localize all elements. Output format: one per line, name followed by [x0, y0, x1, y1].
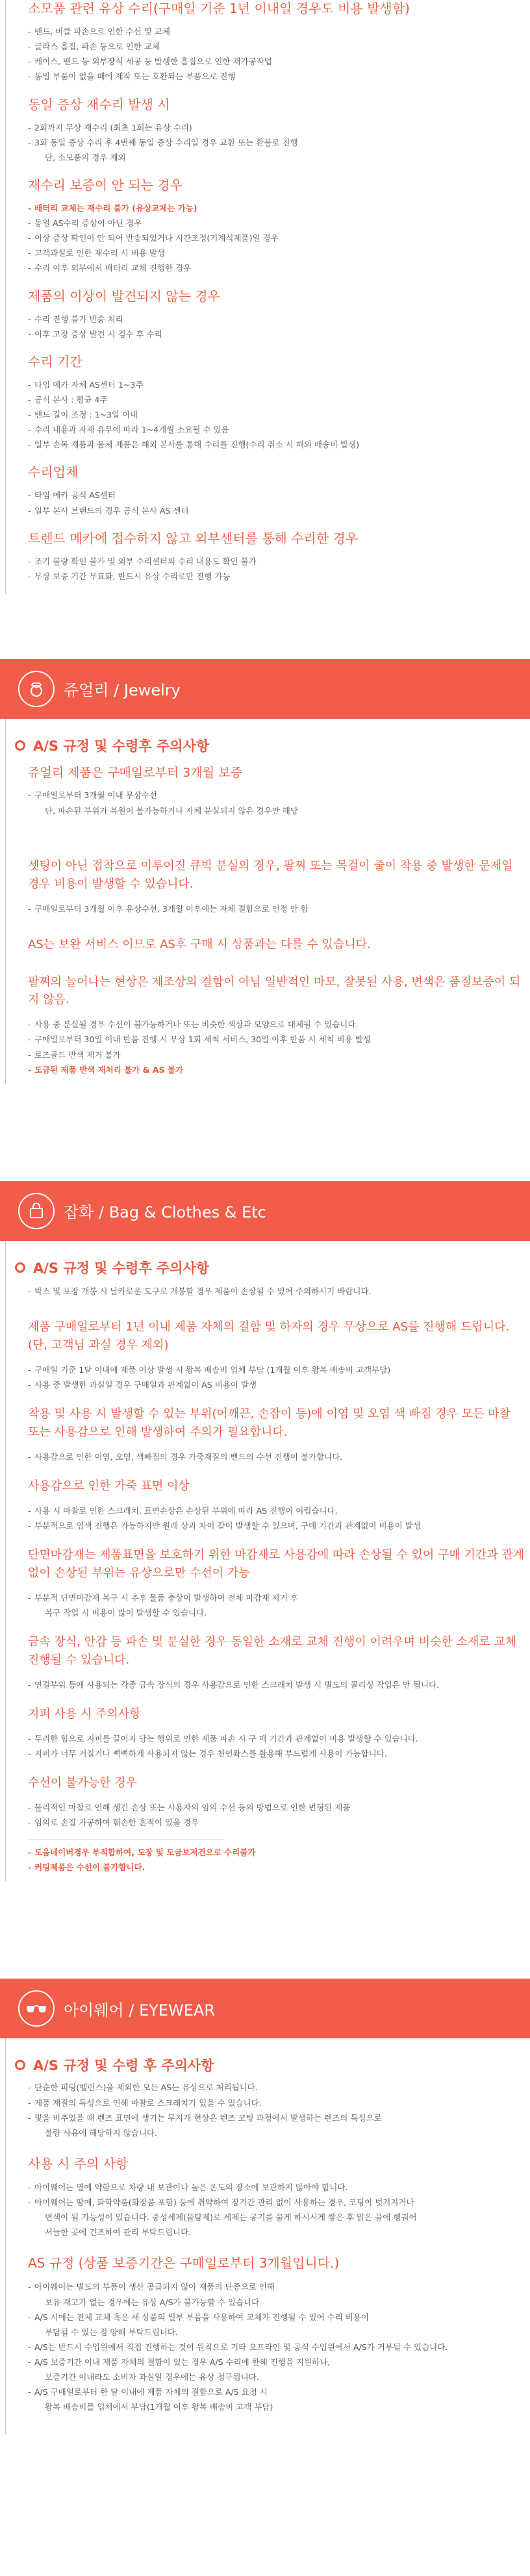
list-item: 단, 소모품의 경우 제외 — [45, 152, 126, 162]
list-item: - A/S 구매일로부터 한 달 이내에 제품 자체의 결함으로 A/S 요청 시 — [28, 2384, 525, 2399]
list-item: - 구매일 기준 1달 이내에 제품 이상 발생 시 왕복 배송비 업체 부담 (1개월 이후 왕복 배송비 고객부담) — [28, 1362, 525, 1377]
jewelry-as-rules — [5, 719, 525, 1084]
list-external-repair — [28, 554, 525, 594]
heading-bag-leather: 사용감으로 인한 가죽 표면 이상 — [28, 1479, 190, 1493]
list-item: 변색이 될 가능성이 있습니다. 중성세제(물탐제)로 세제는 공기를 물게 하시시게 쌓은 후 맑은 물에 행궈어 — [45, 2212, 417, 2223]
heading-bag-warranty: 제품 구매일로부터 1년 이내 제품 자체의 결함 및 하자의 경우 무상으로 AS를 진행해 드립니다. (단, 고객님 과실 경우 제외) — [28, 1319, 510, 1352]
heading-eyewear-caution: 사용 시 주의 사항 — [28, 2155, 129, 2171]
list-item: - 타임 메카 공식 AS센터 — [28, 488, 525, 503]
list-bag-warranty — [28, 1362, 525, 1392]
list-bag-not-repairable — [28, 1800, 525, 1830]
list-bag-leather — [28, 1503, 525, 1533]
heading-repair-period: 수리 기간 — [28, 353, 82, 369]
section-header-jewelry — [0, 659, 530, 719]
list-item: - 무리한 힘으로 지퍼를 끌어지 당는 행위로 인한 제품 파손 시 구 매 기간과 관계없이 비용 발생할 수 있습니다. — [28, 1731, 525, 1746]
list-item: - 구매일로부터 3개월 이후 유상수선, 3개월 이후에는 자체 결함으로 인정 안 함 — [28, 901, 525, 916]
section-title-eyewear: 아이웨어 / EYEWEAR — [64, 2001, 216, 2020]
circle-bullet-icon — [15, 1262, 25, 1273]
heading-bag-edge: 단면마감재는 제품표면을 보호하기 위한 마감재로 사용감에 따라 손상될 수 있어 구매 기간과 관계없이 손상된 부위는 유상으로만 수선이 가능 — [28, 1548, 525, 1580]
list-item: - 글라스 흠집, 파손 등으로 인한 교체 — [28, 39, 525, 54]
rule-title-text: A/S 규정 및 수령 후 주의사항 — [33, 2058, 214, 2074]
circle-bullet-icon — [15, 2060, 25, 2070]
heading-no-defect: 제품의 이상이 발견되지 않는 경우 — [28, 288, 220, 304]
list-item: 왕복 배송비를 업체에서 부담(1개월 이후 왕복 배송비 고객 부담) — [45, 2402, 273, 2412]
rule-title-eyewear — [15, 2055, 525, 2075]
rule-title-jewelry — [15, 736, 525, 755]
list-item: - 사용 시 마찰로 인한 스크래치, 표면손상은 손상된 부위에 따라 AS 진행이 어렵습니다. — [28, 1503, 525, 1518]
list-item-warning: - 도움네이버경우 부적합하여, 도장 및 도금보저건으로 수리불가 — [28, 1845, 525, 1860]
heading-jewelry-bracelet: 팔찌의 늘어나는 현상은 제조상의 결함이 아님 일반적인 마모, 잘못된 사용, 변색은 품질보증이 되지 않음. — [28, 975, 521, 1007]
list-item: - A/S는 반드시 수입원에서 직접 진행하는 것이 원칙으로 기타 오프라인 및 공식 수입원에서 A/S가 거부될 수 있습니다. — [28, 2340, 525, 2355]
list-item: - 빛을 비추었을 때 렌즈 표면에 생기는 무지개 현상은 렌즈 코팅 과정에서 발생하는 렌즈의 특성으로 — [28, 2110, 525, 2125]
list-item: 서늘한 곳에 건조하여 관리 부탁드립니다. — [45, 2227, 192, 2238]
list-item: - 밴드 길이 조정 : 1~3일 이내 — [28, 407, 525, 422]
heading-bag-not-repairable: 수선이 불가능한 경우 — [28, 1776, 137, 1790]
list-item: - 고객과실로 인한 재수리 시 비용 발생 — [28, 245, 525, 260]
rule-title-text: A/S 규정 및 수령후 주의사항 — [33, 738, 210, 754]
heading-same-symptom: 동일 증상 재수리 발생 시 — [28, 96, 170, 112]
list-bag-metal — [28, 1677, 525, 1692]
list-item: - 구매일로부터 3개월 이내 무상수선 — [28, 788, 525, 803]
list-bag-unboxing — [28, 1284, 525, 1299]
list-eyewear-caution — [28, 2180, 525, 2240]
heading-consumable-repair: 소모품 관련 유상 수리(구매일 기준 1년 이내일 경우도 비용 발생함) — [28, 1, 410, 16]
list-item: 보증기간 이내라도 소비자 과실일 경우에는 유상 청구됩니다. — [45, 2372, 259, 2382]
rule-title-bag — [15, 1258, 525, 1277]
glasses-icon — [18, 1990, 55, 2027]
list-bag-not-repairable-red — [28, 1845, 525, 1875]
list-item-warning: - 배터리 교체는 재수리 불가 (유상교체는 가능) — [28, 201, 525, 216]
list-item: - 사용 중 발생한 과실일 경우 구매일과 관계없이 AS 비용이 발생 — [28, 1377, 525, 1392]
list-item: - 제품 재질의 특성으로 인해 마찰로 스크래치가 있을 수 있습니다. — [28, 2095, 525, 2110]
list-item: - 수리 이후 외부에서 배터리 교체 진행한 경우 — [28, 260, 525, 275]
section-title-bag: 잡화 / Bag & Clothes & Etc — [64, 1203, 266, 1222]
list-repair-period — [28, 377, 525, 453]
rule-title-text: A/S 규정 및 수령후 주의사항 — [33, 1260, 210, 1276]
list-item: - 수리 내용과 자재 유무에 따라 1~4개월 소요될 수 있음 — [28, 422, 525, 437]
list-item: - 사용 중 분실될 경우 수선이 불가능하거나 또는 비슷한 색상과 모양으로 대체될 수 있습니다. — [28, 1017, 525, 1032]
list-item: - 물리적인 마찰로 인해 생긴 손상 또는 사용자의 임의 수선 등의 방법으로 인한 변형된 제품 — [28, 1800, 525, 1815]
list-item: - 연결부위 등에 사용되는 각종 금속 장식의 경우 사용감으로 인한 스크래치 발생 시 별도의 콜리싱 작업은 안 됩니다. — [28, 1677, 525, 1692]
watch-as-continued — [5, 0, 525, 594]
heading-bag-metal: 금속 장식, 안감 등 파손 및 분실한 경우 동일한 소재로 교체 진행이 어려우며 비슷한 소재로 교체 진행될 수 있습니다. — [28, 1635, 517, 1667]
bag-icon — [18, 1193, 55, 1229]
list-item: - 지퍼가 너무 거칠거나 뻑뻑하게 사용되지 않는 경우 천연왁스를 활용해 부드럽게 사용이 가능합니다. — [28, 1746, 525, 1761]
ring-icon — [18, 671, 55, 707]
heading-bag-stain: 착용 및 사용 시 발생할 수 있는 부위(어깨끈, 손잡이 등)에 이염 및 오염 색 빠짐 경우 모든 마찰 또는 사용감으로 인해 발생하여 주의가 필요합니다. — [28, 1407, 511, 1439]
section-title-jewelry: 쥬얼리 / Jewelry — [64, 681, 181, 700]
list-jewelry-warranty — [28, 788, 525, 818]
list-item: - 일부 본사 브랜드의 경우 공식 본사 AS 센터 — [28, 503, 525, 518]
list-item: - 무상 보증 기간 무효화, 반드시 유상 수리로만 진행 가능 — [28, 569, 525, 584]
list-bag-edge — [28, 1590, 525, 1620]
circle-bullet-icon — [15, 740, 25, 751]
list-consumable — [28, 24, 525, 84]
heading-jewelry-as-supplement: AS는 보완 서비스 이므로 AS후 구매 시 상품과는 다를 수 있습니다. — [28, 937, 371, 951]
list-jewelry-bracelet — [28, 1017, 525, 1077]
list-eyewear-as-rules — [28, 2279, 525, 2414]
list-item: 복구 작업 시 비용이 많이 발생할 수 있습니다. — [45, 1607, 207, 1618]
list-item: - 2회까지 무상 재수리 (최초 1회는 유상 수리) — [28, 120, 525, 135]
list-item: - A/S 시에는 전체 교체 혹은 새 상품의 일부 부품을 사용하여 교체가 진행될 수 있어 수리 비용이 — [28, 2310, 525, 2325]
list-bag-stain — [28, 1449, 525, 1464]
list-item: - 밴드, 버클 파손으로 인한 수선 및 교체 — [28, 24, 525, 39]
bag-as-rules — [5, 1241, 525, 1882]
list-item: - 동일 부품이 없을 때에 제작 또는 호환되는 부품으로 진행 — [28, 69, 525, 84]
heading-jewelry-cubic: 셋팅이 아닌 접착으로 이루어진 큐빅 분실의 경우, 팔찌 또는 목걸이 줄이 착용 중 발생한 문제일 경우 비용이 발생할 수 있습니다. — [28, 858, 513, 891]
section-header-eyewear — [0, 1979, 530, 2038]
list-item: - 박스 및 포장 개봉 시 날카로운 도구로 개봉할 경우 제품이 손상될 수 있어 주의하시기 바랍니다. — [28, 1284, 525, 1299]
list-item: - 3회 동일 증상 수리 후 4번째 동일 증상 수리일 경우 교환 또는 환불로 진행 — [28, 135, 525, 150]
list-eyewear-general — [28, 2080, 525, 2140]
list-item: - 아이웨어는 땀에, 화학약품(화장품 포함) 등에 취약하여 장기간 관리 없이 사용하는 경우, 코팅이 벗겨지거나 — [28, 2195, 525, 2210]
list-item: - 아이웨어는 열에 약함으로 차량 내 보관이나 높은 온도의 장소에 보관하지 않아야 합니다. — [28, 2180, 525, 2195]
list-item: - 수리 진행 불가 반송 처리 — [28, 312, 525, 327]
list-item: - 부분적으로 염색 진행은 가능하지만 원래 상과 차이 같이 발생할 수 있으며, 구매 기간과 관계없이 비용이 발생 — [28, 1518, 525, 1533]
list-item-warning: - 커팅제품은 수선이 불가합니다. — [28, 1860, 525, 1875]
list-same-symptom — [28, 120, 525, 165]
list-item: - 조기 불량 확인 불가 및 외부 수리센터의 수리 내용도 확인 불가 — [28, 554, 525, 569]
heading-jewelry-warranty: 쥬얼리 제품은 구매일로부터 3개월 보증 — [28, 765, 242, 780]
heading-bag-zipper: 지퍼 사용 시 주의사항 — [28, 1707, 141, 1721]
list-item: 부담될 수 있는 점 양해 부탁드립니다. — [45, 2327, 178, 2337]
list-item: - 구매일로부터 30일 이내 반품 진행 시 무상 1회 세척 서비스, 30일 이후 반품 시 세척 비용 발생 — [28, 1032, 525, 1047]
eyewear-as-rules — [5, 2038, 525, 2434]
heading-external-repair: 트렌드 메카에 접수하지 않고 외부센터를 통해 수리한 경우 — [28, 530, 359, 546]
list-repair-vendor — [28, 488, 525, 518]
heading-eyewear-as-rules: AS 규정 (상품 보증기간은 구매일로부터 3개월입니다.) — [28, 2255, 340, 2271]
list-item: - 일부 손목 제품과 몸체 제품은 해외 본사를 통해 수리를 진행(수리 취소 시 해외 배송비 발생) — [28, 437, 525, 452]
list-item-warning: - 도금된 제품 반색 재처리 불가 & AS 불가 — [28, 1062, 525, 1077]
list-item: - 아이웨어는 별도의 부품이 생산 공급되지 않아 제품의 단종으로 인해 — [28, 2279, 525, 2294]
list-bag-zipper — [28, 1731, 525, 1761]
list-item: - 단순한 피팅(벨런스)을 제외한 모든 AS는 유상으로 처리됩니다. — [28, 2080, 525, 2095]
list-no-defect — [28, 312, 525, 342]
heading-repair-vendor: 수리업체 — [28, 464, 79, 481]
list-item: 보유 재고가 없는 경우에는 유상 A/S가 불가능할 수 있습니다 — [45, 2297, 260, 2307]
list-item: - 케이스, 밴드 등 외부장식 세공 등 발생한 흠집으로 인한 재가공작업 — [28, 54, 525, 69]
list-item: - 이상 증상 확인이 안 되어 반송되었거나 시간조정(기계식제품)일 경우 — [28, 231, 525, 245]
list-item: - 부분적 단면마감재 복구 시 추후 물품 충상이 발생하여 전체 마감재 제거 후 — [28, 1590, 525, 1605]
list-item: - 동일 AS수리 증상이 아닌 경우 — [28, 216, 525, 231]
list-item: - 임의로 손질 가공하여 훼손한 흔적이 있을 경우 — [28, 1815, 525, 1830]
list-item: - 이후 고장 증상 발견 시 검수 후 수리 — [28, 327, 525, 342]
list-jewelry-cubic — [28, 901, 525, 916]
list-item: - 타임 메카 자체 AS센터 1~3주 — [28, 377, 525, 392]
list-item: 불량 사유에 해당하지 않습니다. — [45, 2127, 157, 2138]
list-item: - A/S 보증기간 이내 제품 자체의 결함이 있는 경우 A/S 수리에 한해 진행을 지원하나, — [28, 2355, 525, 2370]
list-item: - 로즈골드 반색 제거 불가 — [28, 1047, 525, 1062]
list-item: - 공식 본사 : 평균 4주 — [28, 392, 525, 407]
section-header-bag — [0, 1181, 530, 1241]
list-item: - 사용감으로 인한 이염, 오염, 색빠짐의 경우 가죽재질의 밴드의 수선 진행이 불가합니다. — [28, 1449, 525, 1464]
list-no-warranty — [28, 201, 525, 276]
list-item: 단, 파손된 부위가 복원이 불가능하거나 자체 분실되지 않은 경우만 해당 — [45, 805, 298, 816]
heading-no-warranty: 재수리 보증이 안 되는 경우 — [28, 177, 183, 193]
